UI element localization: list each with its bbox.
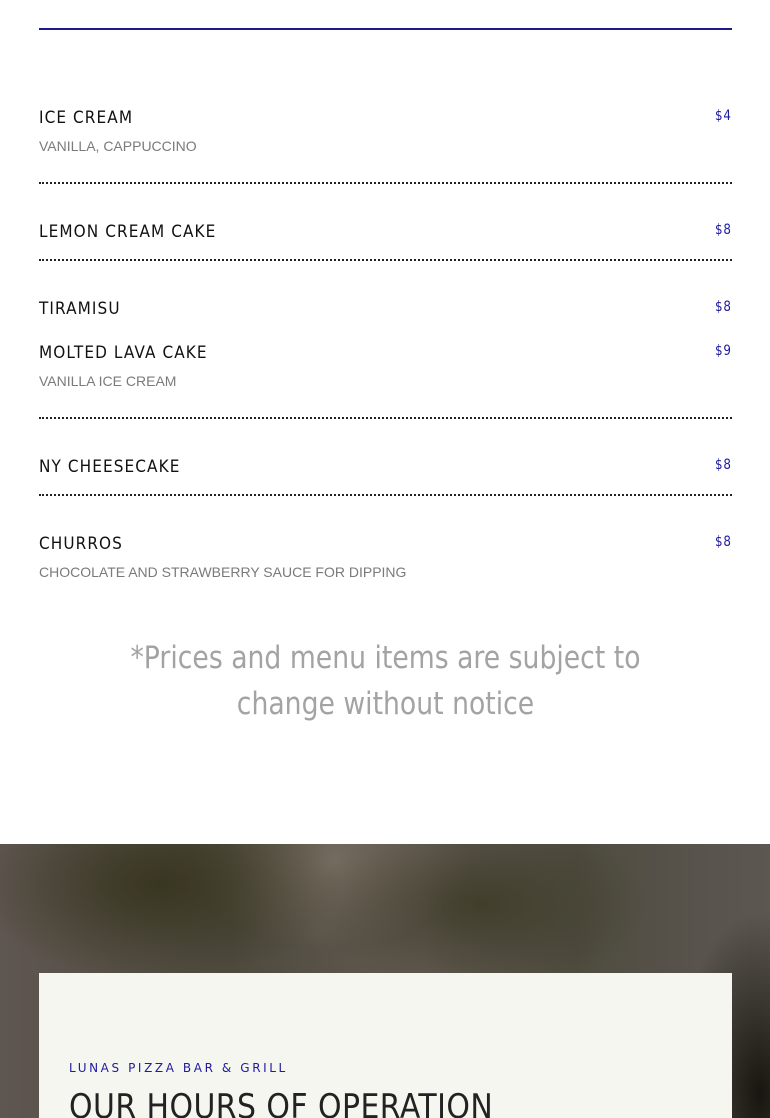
menu-item-divider [39,182,732,184]
menu-item-description: VANILLA, CAPPUCCINO [39,138,197,154]
menu-item-name: LEMON CREAM CAKE [39,222,217,242]
price-disclaimer: *Prices and menu items are subject to change without notice [130,640,641,722]
menu-item-price: $8 [715,222,732,238]
menu-item-price: $9 [715,343,732,359]
hours-section [0,844,770,1118]
menu-item-description: VANILLA ICE CREAM [39,373,177,389]
menu-item-price: $4 [715,108,732,124]
menu-item-name: TIRAMISU [39,299,121,319]
menu-item-description: CHOCOLATE AND STRAWBERRY SAUCE FOR DIPPING [39,564,407,580]
menu-item-name: CHURROS [39,534,123,554]
hours-eyebrow: LUNAS PIZZA BAR & GRILL [69,1061,288,1075]
hours-title: OUR HOURS OF OPERATION [69,1087,494,1118]
dessert-menu-list [39,0,732,600]
menu-item-name: MOLTED LAVA CAKE [39,343,208,363]
hours-card [39,973,732,1118]
menu-item-name: ICE CREAM [39,108,134,128]
menu-item-divider [39,259,732,261]
menu-item-price: $8 [715,457,732,473]
menu-item-name: NY CHEESECAKE [39,457,181,477]
menu-item-divider [39,417,732,419]
menu-item-price: $8 [715,534,732,550]
menu-item-price: $8 [715,299,732,315]
menu-item-divider [39,494,732,496]
